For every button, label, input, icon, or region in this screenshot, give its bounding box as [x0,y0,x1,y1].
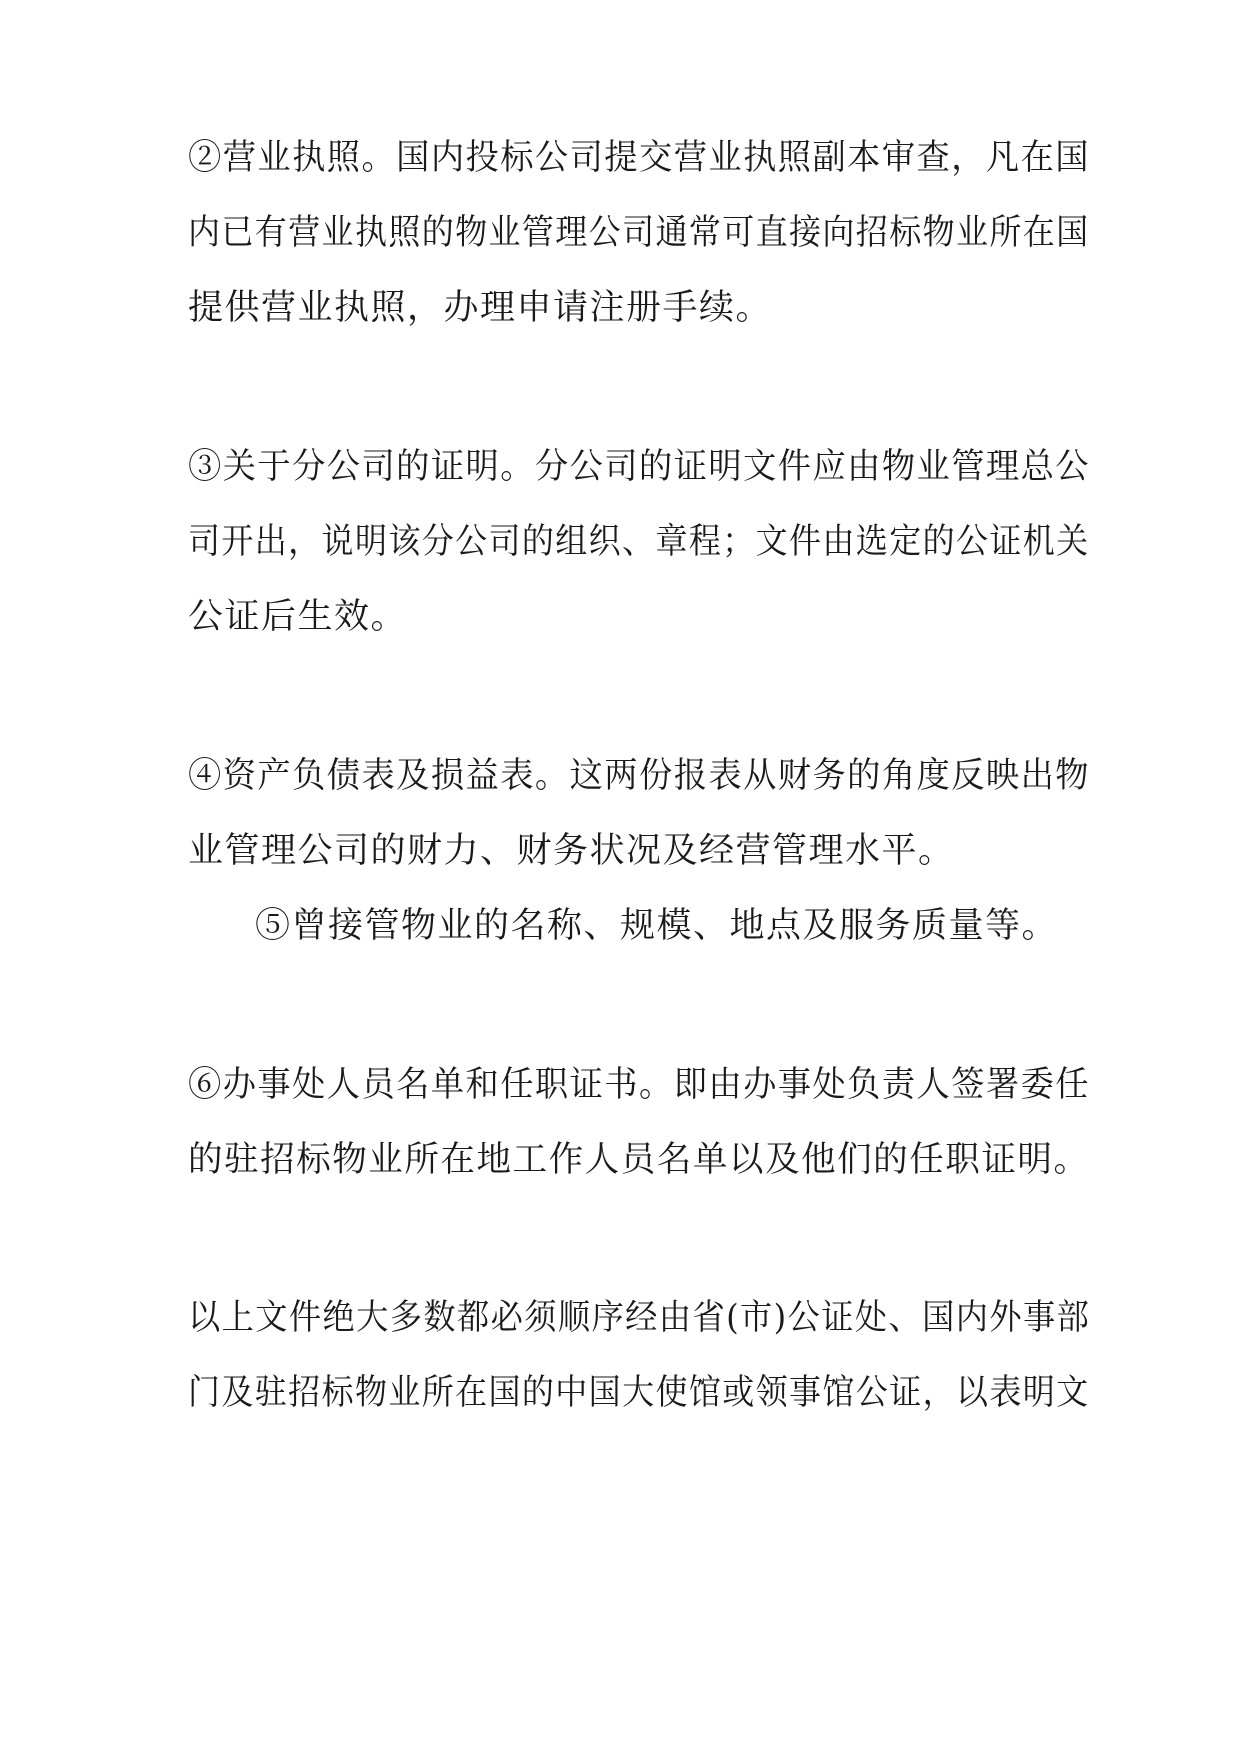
text-line: 以上文件绝大多数都必须顺序经由省(市)公证处、国内外事部 [188,1298,1091,1338]
text-line: ⑤曾接管物业的名称、规模、地点及服务质量等。 [255,906,1059,946]
text-line: 业管理公司的财力、财务状况及经营管理水平。 [188,831,955,871]
text-line: 司开出，说明该分公司的组织、章程；文件由选定的公证机关 [188,522,1090,562]
text-line: 提供营业执照，办理申请注册手续。 [188,288,773,328]
text-line: 公证后生效。 [188,597,408,637]
text-line: 内已有营业执照的物业管理公司通常可直接向招标物业所在国 [188,213,1090,253]
text-line: ④资产负债表及损益表。这两份报表从财务的角度反映出物 [188,756,1091,796]
text-line: ③关于分公司的证明。分公司的证明文件应由物业管理总公 [188,447,1091,487]
text-line: ⑥办事处人员名单和任职证书。即由办事处负责人签署委任 [188,1065,1091,1105]
text-line: 门及驻招标物业所在国的中国大使馆或领事馆公证，以表明文 [188,1373,1090,1413]
text-line: 的驻招标物业所在地工作人员名单以及他们的任职证明。 [188,1140,1090,1180]
text-line: ②营业执照。国内投标公司提交营业执照副本审查，凡在国 [188,138,1091,178]
